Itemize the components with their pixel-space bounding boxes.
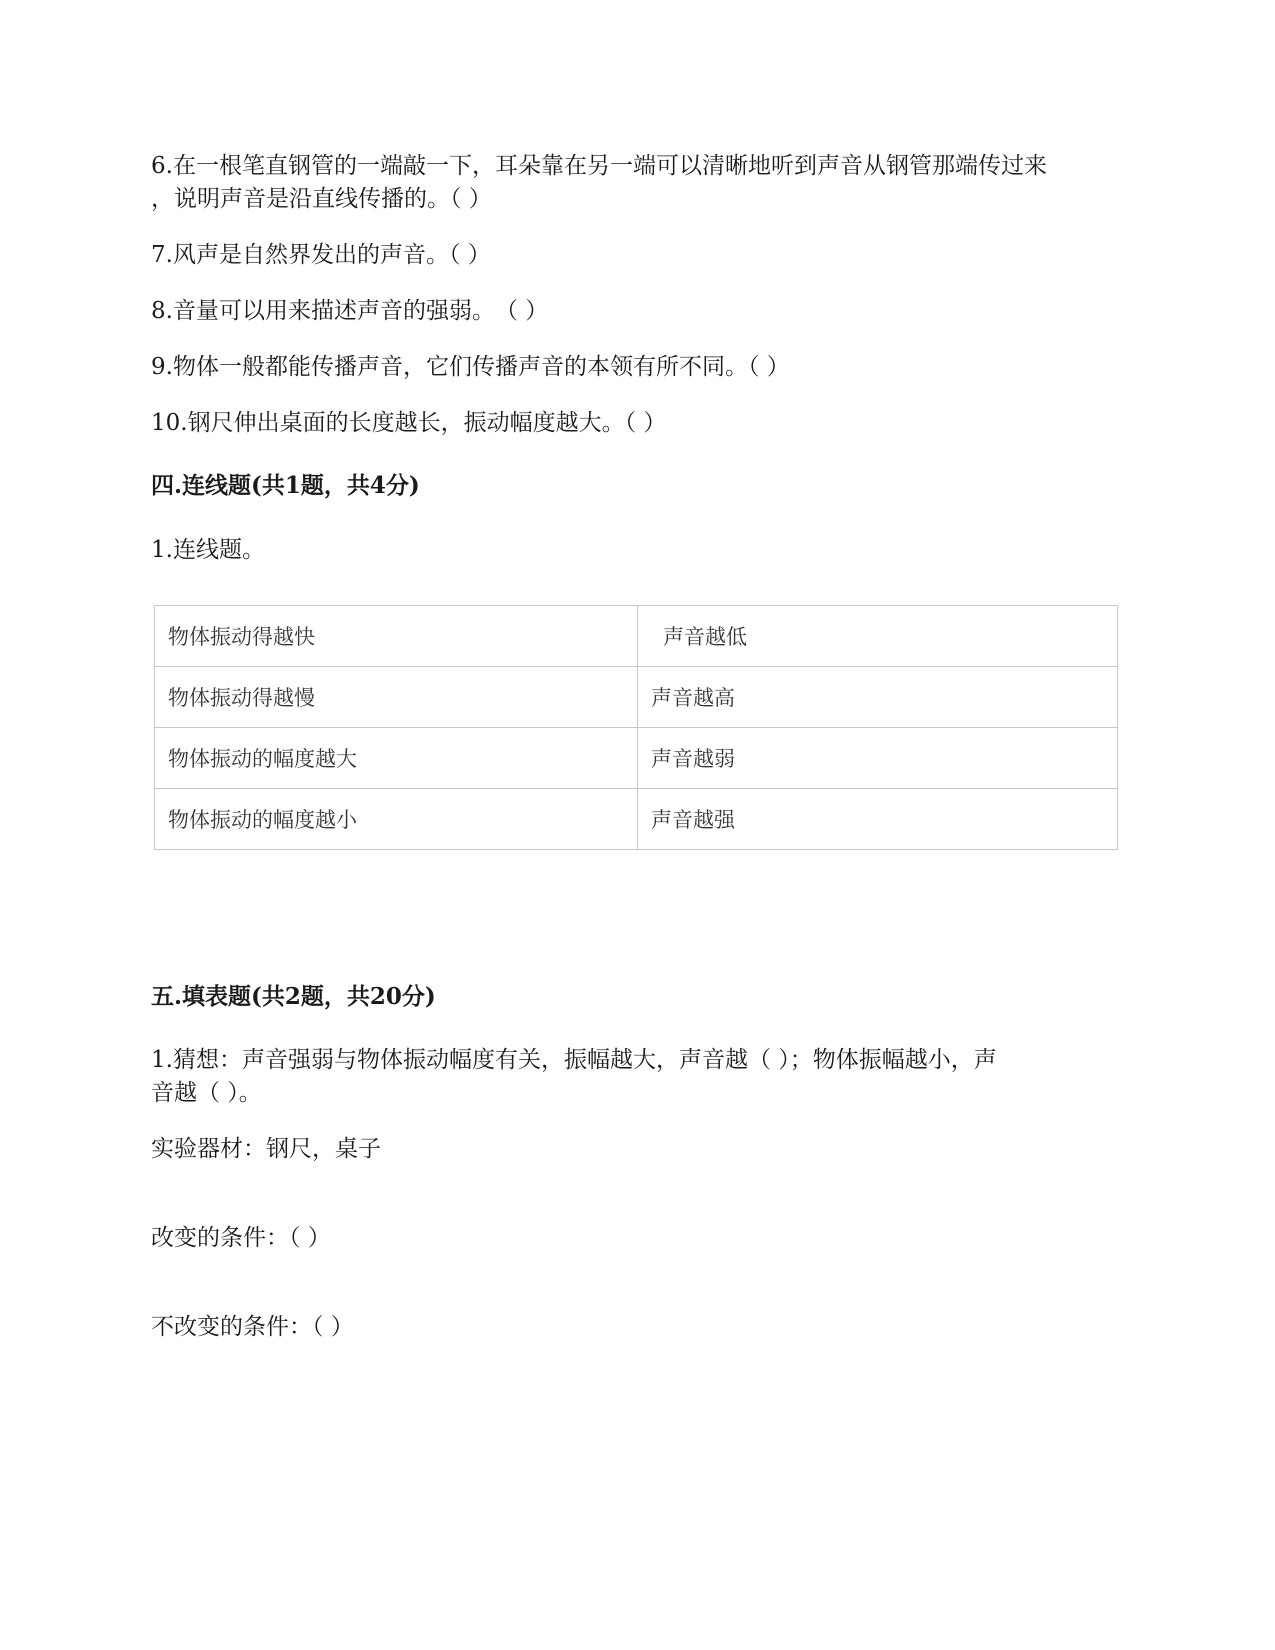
- table-cell-right: 声音越低: [638, 606, 1118, 667]
- table-cell-left: 物体振动得越快: [155, 606, 638, 667]
- section-4-heading: 四.连线题(共1题，共4分): [151, 472, 420, 499]
- table-row: [155, 606, 1118, 667]
- question-10: 10.钢尺伸出桌面的长度越长，振动幅度越大。（ ）: [151, 410, 667, 436]
- question-8: 8.音量可以用来描述声音的强弱。 （ ）: [151, 298, 549, 324]
- unchanged-condition: 不改变的条件：（ ）: [151, 1314, 354, 1340]
- table-cell-left: 物体振动得越慢: [155, 667, 638, 728]
- section-5-heading: 五.填表题(共2题，共20分): [151, 983, 436, 1010]
- question-6-line-1: 6.在一根笔直钢管的一端敲一下，耳朵靠在另一端可以清晰地听到声音从钢管那端传过来: [151, 153, 1047, 179]
- section-5-question-1-line-1: 1.猜想：声音强弱与物体振动幅度有关，振幅越大，声音越（ ）；物体振幅越小，声: [151, 1047, 997, 1073]
- table-cell-left: 物体振动的幅度越小: [155, 789, 638, 850]
- question-7: 7.风声是自然界发出的声音。（ ）: [151, 242, 491, 268]
- table-row: [155, 728, 1118, 789]
- matching-table: [154, 605, 1118, 850]
- question-9: 9.物体一般都能传播声音，它们传播声音的本领有所不同。（ ）: [151, 354, 790, 380]
- changed-condition: 改变的条件：（ ）: [151, 1225, 331, 1251]
- question-6-line-2: ，说明声音是沿直线传播的。（ ）: [151, 186, 492, 212]
- section-4-question-1: 1.连线题。: [151, 537, 265, 563]
- table-row: [155, 667, 1118, 728]
- table-cell-right: 声音越弱: [638, 728, 1118, 789]
- table-cell-right: 声音越强: [638, 789, 1118, 850]
- experiment-materials: 实验器材：钢尺，桌子: [151, 1136, 381, 1162]
- section-5-question-1-line-2: 音越（ ）。: [151, 1080, 262, 1106]
- table-cell-left: 物体振动的幅度越大: [155, 728, 638, 789]
- table-cell-right: 声音越高: [638, 667, 1118, 728]
- table-row: [155, 789, 1118, 850]
